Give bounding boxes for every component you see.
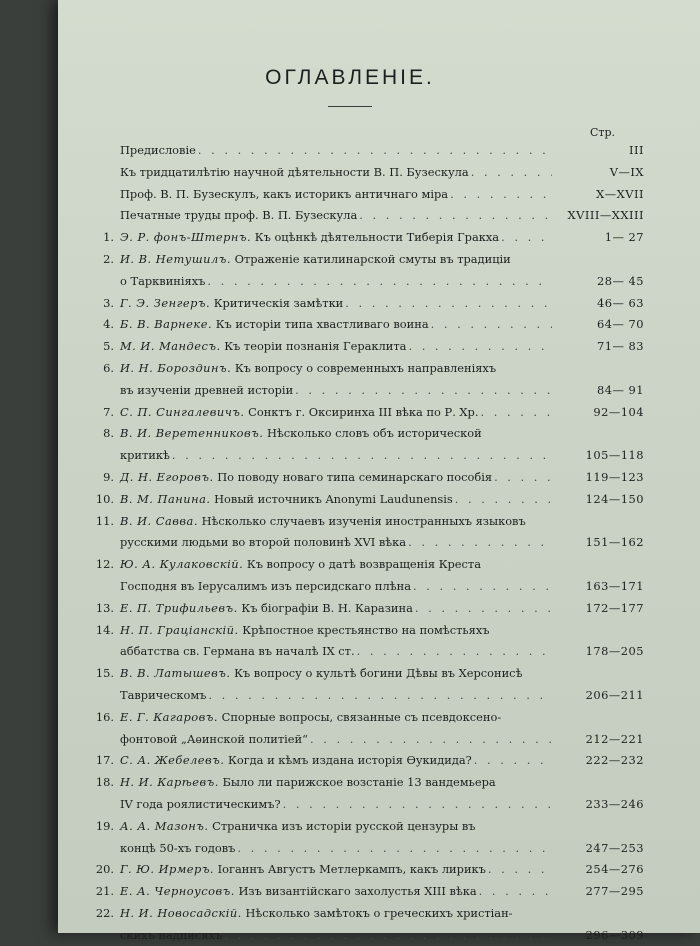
entry-title: [120, 816, 476, 838]
page-range: 84— 91: [597, 382, 644, 397]
entry-title-text: фонтовой „Аѳинской политіей“: [120, 731, 308, 746]
entry-title-text: Господня въ Іерусалимъ изъ персидскаго плѣна: [120, 578, 411, 593]
toc-line: [84, 489, 644, 511]
entry-title-text: Страничка изъ исторіи русской цензуры въ: [212, 818, 476, 833]
page-range: 46— 63: [597, 295, 644, 310]
entry-title: [120, 881, 477, 903]
toc-entry: [84, 816, 644, 860]
entry-title: [120, 576, 411, 598]
toc-line: [84, 903, 644, 925]
entry-title-text: скихъ надписяхъ: [120, 927, 223, 942]
entry-title-text: критикѣ: [120, 448, 170, 463]
dot-leader: [486, 859, 552, 881]
entry-title-text: Новый источникъ Anonymi Laudunensis: [214, 491, 453, 506]
toc-line: [84, 816, 644, 838]
entry-title-text: Къ теоріи познанія Гераклита: [224, 339, 407, 354]
dot-leader: [413, 598, 552, 620]
toc-line: [84, 293, 644, 315]
table-of-contents: [84, 140, 644, 946]
toc-entry: [84, 467, 644, 489]
page-range: 105—118: [585, 448, 644, 463]
entry-title: [120, 838, 235, 860]
entry-author: Д. Н. Егоровъ.: [120, 469, 214, 484]
entry-author: Б. В. Варнеке.: [120, 317, 213, 332]
toc-entry: [84, 772, 644, 816]
toc-front-entry: [84, 205, 644, 227]
entry-title-text: Крѣпостное крестьянство на помѣстьяхъ: [242, 622, 490, 637]
page-range: III: [629, 143, 644, 157]
dot-leader: [406, 532, 552, 554]
page-range: 163—171: [585, 578, 644, 593]
entry-title-text: русскими людьми во второй половинѣ XVI вѣка: [120, 535, 407, 550]
toc-line: [84, 314, 644, 336]
toc-line: [84, 140, 644, 162]
title-divider: [328, 106, 372, 107]
entry-title-text: Когда и кѣмъ издана исторія Ѳукидида?: [228, 753, 472, 768]
page-range: V—IX: [609, 164, 644, 179]
entry-author: Е. Г. Кагаровъ.: [120, 709, 218, 724]
page-range: 28— 45: [597, 273, 644, 288]
toc-line: [84, 380, 644, 402]
entry-title: [120, 925, 222, 946]
toc-line: [84, 227, 644, 249]
entry-title-text: въ изученіи древней исторіи: [120, 382, 294, 397]
dot-leader: [281, 794, 552, 816]
entry-number: 15.: [95, 666, 114, 681]
entry-title: [120, 358, 496, 380]
entry-author: В. В. Латышевъ.: [120, 666, 231, 681]
entry-number: 22.: [95, 905, 114, 920]
entry-title-text: IV года роялистическимъ?: [120, 796, 281, 811]
entry-title-text: Изъ византійскаго захолустья XIII вѣка: [238, 884, 477, 899]
dot-leader: [469, 162, 552, 184]
entry-author: Н. П. Грацiанскій.: [120, 622, 239, 637]
entry-number: 13.: [95, 600, 114, 615]
entry-title-text: Было ли парижское возстаніе 13 вандемьера: [222, 775, 496, 790]
toc-entry: [84, 402, 644, 424]
dot-leader: [492, 467, 552, 489]
entry-author: И. В. Нетушилъ.: [120, 251, 231, 266]
entry-number: 12.: [95, 557, 114, 572]
entry-title: [120, 707, 501, 729]
page-range: 222—232: [585, 753, 644, 768]
dot-leader: [478, 402, 552, 424]
entry-title-text: Къ вопросу о культѣ богини Дѣвы въ Херсонисѣ: [234, 666, 523, 681]
toc-line: [84, 685, 644, 707]
page-range: 124—150: [585, 491, 644, 506]
entry-title: Къ тридцатилѣтію научной дѣятельности В. П. Бузескула: [120, 164, 469, 179]
toc-line: [84, 838, 644, 860]
toc-line: [84, 205, 644, 227]
toc-entry: [84, 489, 644, 511]
entry-title: [120, 794, 281, 816]
entry-title: [120, 859, 486, 881]
entry-number: 4.: [103, 317, 114, 332]
entry-title-text: Къ оцѣнкѣ дѣятельности Тиберія Гракха: [254, 230, 500, 245]
toc-front-entry: [84, 140, 644, 162]
toc-entry: [84, 859, 644, 881]
entry-number: 14.: [95, 622, 114, 637]
entry-number: 11.: [95, 513, 114, 528]
toc-line: [84, 271, 644, 293]
page-range: 71— 83: [597, 339, 644, 354]
toc-line: [84, 336, 644, 358]
entry-title-text: Спорные вопросы, связанные съ псевдоксено-: [221, 709, 502, 724]
entry-title: [120, 293, 343, 315]
toc-line: [84, 925, 644, 946]
toc-line: [84, 511, 644, 533]
entry-author: Э. Р. фонъ-Штернъ.: [120, 230, 252, 245]
entry-title: [120, 511, 526, 533]
page-range: 1— 27: [604, 230, 644, 245]
toc-front-entry: [84, 184, 644, 206]
page-title: ОГЛАВЛЕНІЕ.: [265, 66, 435, 89]
toc-entry: [84, 314, 644, 336]
toc-entry: [84, 511, 644, 555]
toc-entry: [84, 293, 644, 315]
dot-leader: [406, 336, 552, 358]
dot-leader: [206, 685, 552, 707]
page-range: XVIII—XXIII: [567, 208, 644, 223]
entry-title: [120, 467, 492, 489]
entry-title: [120, 489, 453, 511]
toc-entry: [84, 707, 644, 751]
entry-author: С. А. Жебелевъ.: [120, 753, 225, 768]
entry-title-text: аббатства св. Германа въ началѣ IX ст.: [120, 644, 355, 659]
page-range: 212—221: [585, 731, 644, 746]
entry-title: [120, 903, 513, 925]
page-range: 277—295: [585, 884, 644, 899]
entry-title: [120, 750, 472, 772]
dot-leader: [411, 576, 552, 598]
entry-author: И. Н. Бороздинъ.: [120, 360, 232, 375]
entry-number: 20.: [95, 862, 114, 877]
entry-title-text: Таврическомъ: [120, 687, 207, 702]
toc-line: [84, 249, 644, 271]
entry-author: Н. И. Карѣевъ.: [120, 775, 219, 790]
entry-number: 8.: [103, 426, 114, 441]
entry-author: Н. И. Новосадскій.: [120, 905, 242, 920]
dot-leader: [235, 838, 552, 860]
toc-line: [84, 162, 644, 184]
toc-line: [84, 402, 644, 424]
page-range: 233—246: [585, 796, 644, 811]
entry-title: [120, 227, 499, 249]
toc-line: [84, 532, 644, 554]
entry-number: 10.: [95, 491, 114, 506]
toc-entry: [84, 249, 644, 293]
toc-line: [84, 445, 644, 467]
toc-entry: [84, 598, 644, 620]
entry-title-text: Критическія замѣтки: [213, 295, 344, 310]
dot-leader: [429, 314, 552, 336]
page-range: 151—162: [585, 535, 644, 550]
entry-number: 7.: [103, 404, 114, 419]
entry-title-text: Къ вопросу о датѣ возвращенія Креста: [246, 557, 482, 572]
dot-leader: [222, 925, 552, 946]
toc-entry: [84, 227, 644, 249]
toc-line: [84, 620, 644, 642]
entry-author: А. А. Мазонъ.: [120, 818, 209, 833]
dot-leader: [477, 881, 552, 903]
entry-title: [120, 423, 482, 445]
entry-title-text: Къ вопросу о современныхъ направленіяхъ: [234, 360, 497, 375]
toc-line: [84, 881, 644, 903]
entry-title: [120, 380, 293, 402]
entry-number: 9.: [103, 469, 114, 484]
entry-author: Г. Ю. Ирмеръ.: [120, 862, 215, 877]
entry-number: 19.: [95, 818, 114, 833]
toc-entry: [84, 358, 644, 402]
dot-leader: [170, 445, 552, 467]
toc-line: [84, 598, 644, 620]
dot-leader: [355, 641, 552, 663]
entry-title-text: Іоганнъ Августъ Метлеркампъ, какъ лирикъ: [217, 862, 486, 877]
entry-title: [120, 772, 496, 794]
entry-number: 17.: [95, 753, 114, 768]
entry-title: Печатные труды проф. В. П. Бузескула: [120, 208, 358, 223]
entry-title-text: Сонктъ г. Оксиринха III вѣка по Р. Хр.: [248, 404, 479, 419]
entry-author: Ю. А. Кулаковскій.: [120, 557, 244, 572]
entry-title-text: Нѣсколько замѣтокъ о греческихъ христіан-: [245, 905, 513, 920]
toc-line: [84, 663, 644, 685]
toc-line: [84, 750, 644, 772]
entry-title: [120, 620, 490, 642]
page-range: X—XVII: [596, 186, 644, 201]
toc-line: [84, 358, 644, 380]
toc-entry: [84, 336, 644, 358]
entry-title-text: По поводу новаго типа семинарскаго пособія: [217, 469, 493, 484]
entry-title-text: Къ біографіи В. Н. Каразина: [241, 600, 413, 615]
toc-line: [84, 729, 644, 751]
entry-number: 16.: [95, 709, 114, 724]
page-range: 178—205: [585, 644, 644, 659]
entry-title-text: Къ исторіи типа хвастливаго воина: [215, 317, 429, 332]
entry-number: 21.: [95, 884, 114, 899]
dot-leader: [196, 140, 552, 162]
entry-number: 18.: [95, 775, 114, 790]
entry-title: [120, 336, 406, 358]
page-range: 92—104: [593, 404, 644, 419]
entry-title: Проф. В. П. Бузескулъ, какъ историкъ античнаго міра: [120, 186, 449, 201]
toc-line: [84, 859, 644, 881]
dot-leader: [357, 205, 552, 227]
entry-title: [120, 314, 429, 336]
entry-title-text: Нѣсколько словъ объ исторической: [266, 426, 482, 441]
toc-line: [84, 794, 644, 816]
toc-line: [84, 184, 644, 206]
toc-line: [84, 423, 644, 445]
entry-title-text: Нѣсколько случаевъ изученія иностранныхъ языковъ: [201, 513, 526, 528]
toc-front-entry: [84, 162, 644, 184]
toc-line: [84, 554, 644, 576]
dot-leader: [453, 489, 552, 511]
dot-leader: [205, 271, 552, 293]
toc-entry: [84, 881, 644, 903]
entry-title: [120, 402, 478, 424]
entry-title: [120, 598, 413, 620]
entry-author: М. И. Мандесъ.: [120, 339, 221, 354]
entry-author: В. И. Веретенниковъ.: [120, 426, 264, 441]
entry-title: [120, 271, 205, 293]
toc-entry: [84, 903, 644, 946]
toc-entry: [84, 750, 644, 772]
entry-title-text: Отраженіе катилинарской смуты въ традиціи: [234, 251, 511, 266]
entry-title: [120, 685, 206, 707]
page-range: 296—309: [585, 927, 644, 942]
toc-entry: [84, 423, 644, 467]
page-range: 119—123: [585, 469, 644, 484]
book-page: [58, 0, 700, 942]
entry-title: Предисловіе: [120, 143, 196, 157]
toc-line: [84, 641, 644, 663]
toc-line: [84, 576, 644, 598]
entry-title: [120, 249, 511, 271]
toc-entry: [84, 554, 644, 598]
entry-title: [120, 663, 522, 685]
entry-author: Е. П. Трифильевъ.: [120, 600, 238, 615]
entry-number: 5.: [103, 339, 114, 354]
entry-author: С. П. Сингалевичъ.: [120, 404, 245, 419]
entry-author: Г. Э. Зенгеръ.: [120, 295, 211, 310]
dot-leader: [499, 227, 552, 249]
entry-title: [120, 532, 406, 554]
toc-line: [84, 707, 644, 729]
entry-number: 2.: [103, 251, 114, 266]
entry-title: [120, 641, 355, 663]
toc-line: [84, 772, 644, 794]
dot-leader: [308, 729, 552, 751]
entry-author: В. И. Савва.: [120, 513, 198, 528]
entry-author: Е. А. Черноусовъ.: [120, 884, 235, 899]
entry-number: 6.: [103, 360, 114, 375]
entry-title: [120, 554, 481, 576]
page-range: 206—211: [585, 687, 644, 702]
entry-number: 3.: [103, 295, 114, 310]
entry-author: В. М. Панина.: [120, 491, 211, 506]
pages-column-label: Стр.: [590, 126, 616, 139]
dot-leader: [293, 380, 552, 402]
entry-number: 1.: [103, 230, 114, 245]
entry-title: [120, 729, 308, 751]
dot-leader: [448, 184, 552, 206]
entry-title: [120, 445, 170, 467]
toc-line: [84, 467, 644, 489]
entry-title-text: концѣ 50-хъ годовъ: [120, 840, 236, 855]
dot-leader: [472, 750, 552, 772]
page-range: 254—276: [585, 862, 644, 877]
page-range: 64— 70: [597, 317, 644, 332]
toc-entry: [84, 620, 644, 664]
dot-leader: [343, 293, 552, 315]
page-range: 172—177: [585, 600, 644, 615]
page-range: 247—253: [585, 840, 644, 855]
entry-title-text: о Тарквиніяхъ: [120, 273, 206, 288]
toc-entry: [84, 663, 644, 707]
